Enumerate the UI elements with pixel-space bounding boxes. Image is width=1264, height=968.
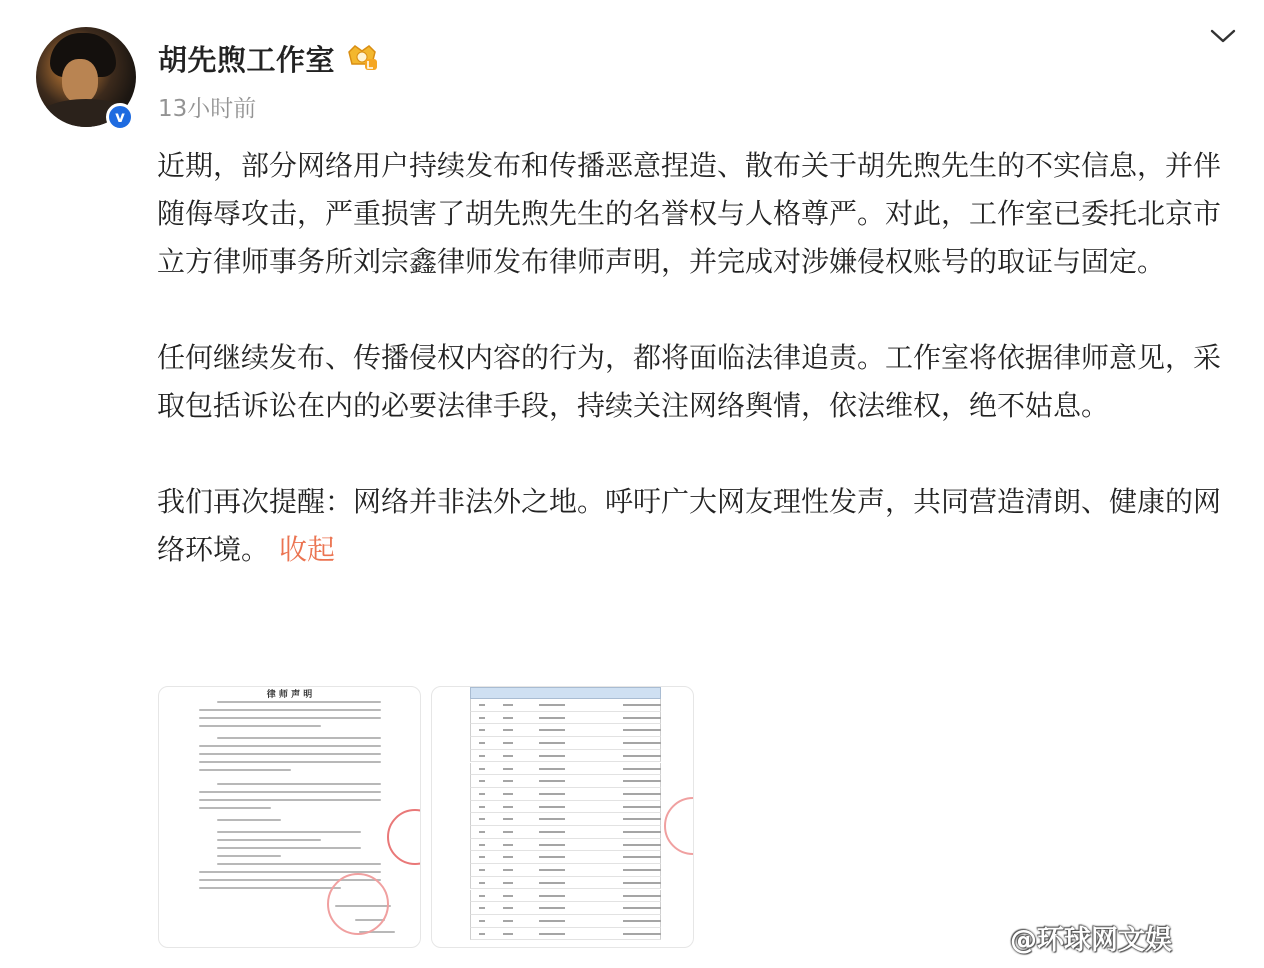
table-cell [503, 882, 513, 884]
table-cell [503, 806, 513, 808]
image-thumbnail-lawyer-statement[interactable] [158, 686, 421, 948]
author-name[interactable]: 胡先煦工作室 [158, 43, 336, 77]
table-cell [623, 831, 661, 833]
table-row [470, 737, 661, 750]
table-row [470, 826, 661, 839]
table-cell [479, 895, 485, 897]
document-text-line [217, 863, 381, 865]
table-cell [623, 907, 661, 909]
table-cell [503, 831, 513, 833]
table-cell [623, 882, 661, 884]
post-content [157, 142, 1242, 574]
red-seal-stamp [664, 797, 694, 855]
table-cell [479, 793, 485, 795]
table-row [470, 915, 661, 928]
table-row [470, 763, 661, 776]
table-row [470, 877, 661, 890]
table-cell [539, 755, 565, 757]
table-row [470, 813, 661, 826]
table-cell [623, 933, 661, 935]
table-cell [503, 742, 513, 744]
table-cell [539, 869, 565, 871]
table-cell [539, 806, 565, 808]
table-row [470, 775, 661, 788]
table-cell [503, 768, 513, 770]
table-row [470, 851, 661, 864]
table-cell [503, 818, 513, 820]
table-cell [623, 742, 661, 744]
table-cell [623, 755, 661, 757]
document-text-line [199, 725, 321, 727]
table-cell [623, 704, 661, 706]
document-text-line [217, 819, 281, 821]
table-row [470, 902, 661, 915]
table-row [470, 890, 661, 903]
table-cell [479, 806, 485, 808]
table-cell [479, 818, 485, 820]
document-text-line [199, 887, 341, 889]
table-cell [503, 933, 513, 935]
table-cell [503, 717, 513, 719]
table-row [470, 839, 661, 852]
table-row [470, 928, 661, 941]
table-cell [539, 729, 565, 731]
document-text-line [217, 737, 381, 739]
table-cell [623, 806, 661, 808]
table-cell [503, 793, 513, 795]
vip-badge-icon [345, 42, 379, 72]
table-cell [479, 882, 485, 884]
table-cell [539, 742, 565, 744]
table-cell [623, 717, 661, 719]
table-cell [503, 920, 513, 922]
table-cell [623, 793, 661, 795]
table-header [470, 687, 661, 699]
table-cell [479, 704, 485, 706]
table-row [470, 864, 661, 877]
document-text-line [217, 783, 381, 785]
post-paragraph: 任何继续发布、传播侵权内容的行为，都将面临法律追责。工作室将依据律师意见，采取包括诉讼在内的必要法律手段，持续关注网络舆情，依法维权，绝不姑息。 [157, 341, 1222, 422]
table-cell [479, 933, 485, 935]
table-cell [623, 869, 661, 871]
watermark-text: @环球网文娱 [1010, 925, 1172, 956]
post-paragraph-text: 我们再次提醒：网络并非法外之地。呼吁广大网友理性发声，共同营造清朗、健康的网络环境。 [157, 485, 1222, 566]
table-row [470, 750, 661, 763]
table-cell [503, 856, 513, 858]
table-row [470, 788, 661, 801]
table-cell [539, 704, 565, 706]
table-cell [503, 755, 513, 757]
table-cell [479, 831, 485, 833]
table-row [470, 801, 661, 814]
table-cell [503, 844, 513, 846]
document-text-line [199, 745, 381, 747]
document-text-line [199, 709, 381, 711]
statement-document-title: 律 师 声 明 [266, 690, 313, 700]
table-cell [479, 907, 485, 909]
table-cell [623, 856, 661, 858]
table-cell [539, 933, 565, 935]
table-cell [503, 869, 513, 871]
table-cell [479, 844, 485, 846]
table-cell [479, 729, 485, 731]
table-cell [503, 729, 513, 731]
document-text-line [217, 855, 281, 857]
table-cell [623, 729, 661, 731]
table-cell [503, 704, 513, 706]
table-cell [539, 780, 565, 782]
table-cell [479, 742, 485, 744]
red-seal-stamp [387, 809, 421, 865]
document-text-line [217, 847, 361, 849]
document-text-line [217, 701, 381, 703]
document-text-line [199, 717, 381, 719]
table-row [470, 724, 661, 737]
table-cell [539, 920, 565, 922]
table-cell [539, 793, 565, 795]
post-time: 13小时前 [158, 96, 257, 122]
table-cell [479, 780, 485, 782]
table-cell [479, 755, 485, 757]
table-cell [623, 895, 661, 897]
table-cell [623, 818, 661, 820]
table-cell [503, 895, 513, 897]
table-cell [623, 768, 661, 770]
document-text-line [199, 769, 291, 771]
table-cell [539, 844, 565, 846]
red-seal-stamp [327, 873, 389, 935]
table-cell [539, 717, 565, 719]
document-text-line [199, 761, 381, 763]
document-text-line [217, 831, 361, 833]
document-text-line [199, 791, 381, 793]
table-cell [479, 768, 485, 770]
table-cell [479, 856, 485, 858]
document-text-line [217, 839, 321, 841]
chevron-down-icon[interactable] [1208, 26, 1238, 46]
table-cell [539, 895, 565, 897]
post-paragraph [157, 478, 1242, 574]
image-thumbnail-account-table[interactable] [431, 686, 694, 948]
table-cell [623, 780, 661, 782]
verified-icon: v [106, 103, 134, 131]
table-cell [539, 818, 565, 820]
table-cell [479, 717, 485, 719]
table-cell [479, 920, 485, 922]
table-cell [503, 907, 513, 909]
table-row [470, 712, 661, 725]
document-text-line [199, 753, 381, 755]
table-cell [539, 768, 565, 770]
table-cell [539, 831, 565, 833]
table-row [470, 699, 661, 712]
table-cell [623, 844, 661, 846]
collapse-link[interactable]: 收起 [279, 533, 336, 566]
table-cell [539, 907, 565, 909]
table-cell [539, 882, 565, 884]
table-cell [539, 856, 565, 858]
table-cell [623, 920, 661, 922]
document-text-line [199, 807, 271, 809]
table-cell [503, 780, 513, 782]
document-text-line [199, 799, 381, 801]
post-paragraph: 近期，部分网络用户持续发布和传播恶意捏造、散布关于胡先煦先生的不实信息，并伴随侮辱攻击，严重损害了胡先煦先生的名誉权与人格尊严。对此，工作室已委托北京市立方律师事务所刘宗鑫律师发布律师声明，并完成对涉嫌侵权账号的取证与固定。 [157, 149, 1222, 278]
table-cell [479, 869, 485, 871]
